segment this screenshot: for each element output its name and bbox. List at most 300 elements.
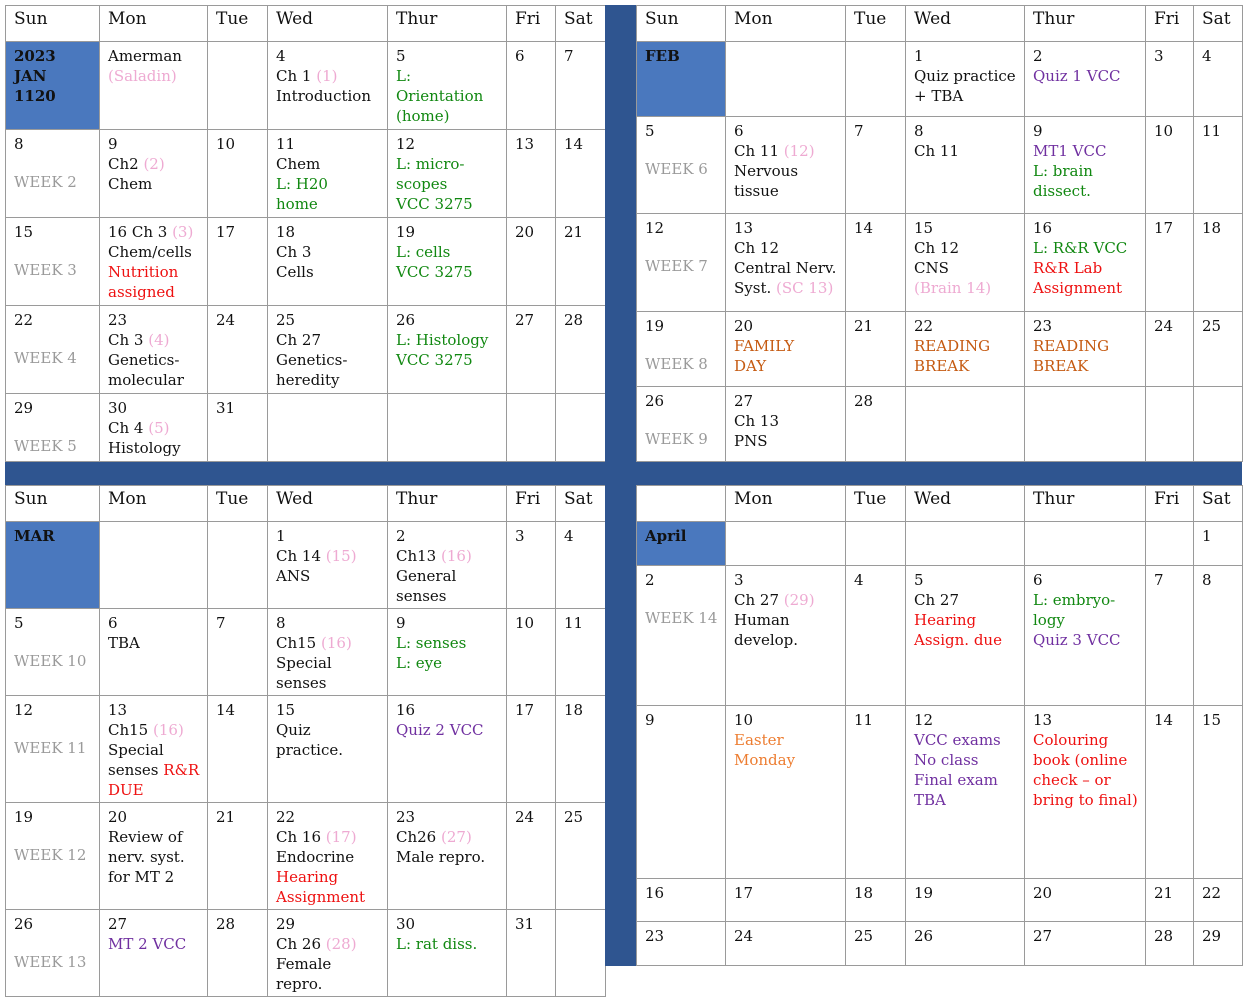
day-cell <box>268 218 388 306</box>
sunday-cell: 23 <box>637 922 726 966</box>
cell-text-line: 11 <box>276 135 296 154</box>
week-label: WEEK 7 <box>645 257 708 276</box>
day-cell: 7 <box>208 609 268 696</box>
cell-text-line: Female repro. <box>276 955 332 993</box>
sunday-cell: 5 WEEK 6 <box>637 117 726 214</box>
day-cell <box>726 565 846 705</box>
cell-text-line: L: brain <box>1033 162 1093 181</box>
week-row <box>6 609 606 696</box>
day-cell: 21 <box>208 803 268 910</box>
cell-text-line: Assignment <box>1033 279 1123 298</box>
cell-text-line: 8 <box>914 122 924 141</box>
header-sun: Sun <box>637 6 726 42</box>
day-cell: 14 <box>208 696 268 803</box>
day-cell: 28 <box>556 306 606 394</box>
day-cell: 3 <box>1146 42 1194 117</box>
day-cell <box>268 522 388 609</box>
cell-text-line: 9 <box>396 614 406 632</box>
cell-text-line: 22 <box>914 316 934 335</box>
day-cell: 4 <box>1194 42 1243 117</box>
cell-text-line: No class <box>914 751 979 770</box>
header-tue: Tue <box>208 6 268 42</box>
week-row <box>637 878 1243 922</box>
cell-text-line: (Saladin) <box>108 67 177 85</box>
day-cell <box>1025 522 1146 566</box>
cell-text-line: senses <box>276 674 327 692</box>
day-cell: 20 <box>507 218 556 306</box>
cell-text-line: 8 <box>276 614 286 632</box>
cell-text-line: CNS <box>914 259 949 278</box>
day-cell: 11 <box>556 609 606 696</box>
week-label: WEEK 4 <box>14 349 77 368</box>
cell-text-line: 23 <box>1033 316 1053 335</box>
month-table <box>5 485 606 997</box>
day-cell: 14 <box>556 130 606 218</box>
day-cell <box>100 42 208 130</box>
week-row <box>637 117 1243 214</box>
week-label: WEEK 12 <box>14 846 87 864</box>
cell-text-line: 25 <box>276 311 296 330</box>
cell-text-line: Quiz practice. <box>276 721 343 759</box>
day-cell <box>388 130 507 218</box>
cell-text-line: Syst. (SC 13) <box>734 279 834 298</box>
cell-text-line: Special <box>276 654 332 672</box>
day-cell: 11 <box>1194 117 1243 214</box>
cell-text-line: (home) <box>396 107 450 125</box>
cell-text-line: 30 <box>108 399 128 418</box>
weekday-header-row <box>6 6 606 42</box>
day-cell <box>100 306 208 394</box>
cell-text-line: Ch15 (16) <box>276 634 352 652</box>
cell-text-line: 5 <box>396 47 406 65</box>
cell-text-line: 27 <box>108 915 128 933</box>
weekday-header-row <box>637 486 1243 522</box>
day-cell <box>906 706 1025 879</box>
day-cell <box>268 130 388 218</box>
day-cell <box>388 42 507 130</box>
day-cell <box>388 218 507 306</box>
cell-text-line: Hearing <box>276 868 339 886</box>
cell-text-line: 23 <box>108 311 128 330</box>
cell-text-line: Ch13 (16) <box>396 547 472 565</box>
week-label: WEEK 9 <box>645 429 708 448</box>
week-row <box>637 922 1243 966</box>
cell-text-line: L: Histology <box>396 331 489 350</box>
day-cell <box>556 394 606 462</box>
header-sat: Sat <box>1194 6 1243 42</box>
cell-text-line: 30 <box>396 915 416 933</box>
month-table <box>636 485 1243 966</box>
cell-text-line: Review of <box>108 828 183 846</box>
cell-text-line: Cells <box>276 263 314 282</box>
week-row <box>6 306 606 394</box>
day-cell <box>726 42 846 117</box>
week-label: WEEK 3 <box>14 261 77 280</box>
cell-text-line: book (online <box>1033 751 1128 770</box>
cell-text-line: bring to final) <box>1033 791 1138 810</box>
day-cell <box>906 117 1025 214</box>
header-mon: Mon <box>100 486 208 522</box>
cell-text-line: Final exam <box>914 771 998 790</box>
header-fri: Fri <box>1146 486 1194 522</box>
cell-text-line: logy <box>1033 610 1065 629</box>
cell-text-line: Easter <box>734 731 784 750</box>
cell-text-line: Amerman <box>108 47 182 65</box>
cell-text-line: Chem <box>108 175 153 194</box>
header-sun: Sun <box>6 486 100 522</box>
header-mon: Mon <box>100 6 208 42</box>
cell-text-line: MT 2 VCC <box>108 935 187 953</box>
cell-text-line: 2 <box>396 527 406 545</box>
day-cell: 25 <box>1194 311 1243 386</box>
cell-text-line: Assign. due <box>914 630 1002 649</box>
day-cell <box>556 910 606 997</box>
day-cell: 21 <box>1146 878 1194 922</box>
day-cell <box>268 803 388 910</box>
week-label: WEEK 2 <box>14 173 77 192</box>
cell-text-line: 6 <box>734 122 744 141</box>
week-row <box>6 522 606 609</box>
day-cell: 24 <box>507 803 556 910</box>
day-cell <box>726 522 846 566</box>
day-cell: 14 <box>1146 706 1194 879</box>
cell-text-line: READING <box>914 336 991 355</box>
cell-text-line: scopes <box>396 175 448 194</box>
cell-text-line: 3 <box>734 570 744 589</box>
cell-text-line: 9 <box>1033 122 1043 141</box>
cell-text-line: Ch 27 (29) <box>734 590 815 609</box>
cell-text-line: 13 <box>108 701 128 719</box>
cell-text-line: L: R&R VCC <box>1033 239 1128 258</box>
day-cell: 21 <box>556 218 606 306</box>
day-cell <box>100 130 208 218</box>
sunday-cell: 5 WEEK 10 <box>6 609 100 696</box>
day-cell: 17 <box>507 696 556 803</box>
header-wed: Wed <box>268 6 388 42</box>
day-cell: 21 <box>846 311 906 386</box>
month-label: MAR <box>6 522 100 609</box>
day-cell <box>906 42 1025 117</box>
day-cell: 8 <box>1194 565 1243 705</box>
cell-text-line: 6 <box>108 614 118 632</box>
sunday-cell: 22 WEEK 4 <box>6 306 100 394</box>
day-cell <box>268 394 388 462</box>
day-cell <box>1025 214 1146 311</box>
cell-text-line: BREAK <box>914 356 970 375</box>
calendar-january <box>5 5 605 462</box>
day-cell: 7 <box>556 42 606 130</box>
cell-text-line: Ch 27 <box>276 331 321 350</box>
cell-text-line: 19 <box>396 223 416 242</box>
day-cell: 27 <box>1025 922 1146 966</box>
day-cell: 18 <box>1194 214 1243 311</box>
cell-text-line: READING <box>1033 336 1110 355</box>
sunday-cell: 26 WEEK 13 <box>6 910 100 997</box>
sunday-cell: 19 WEEK 8 <box>637 311 726 386</box>
week-label: WEEK 5 <box>14 437 77 456</box>
day-cell: 10 <box>1146 117 1194 214</box>
day-cell: 17 <box>726 878 846 922</box>
cell-text-line: Ch2 (2) <box>108 155 165 174</box>
cell-text-line: Ch 13 <box>734 411 779 430</box>
day-cell <box>906 311 1025 386</box>
cell-text-line: R&R Lab <box>1033 259 1103 278</box>
day-cell <box>100 522 208 609</box>
weekday-header-row <box>637 6 1243 42</box>
week-row <box>6 394 606 462</box>
cell-text-line: 12 <box>396 135 416 154</box>
header-mon: Mon <box>726 486 846 522</box>
day-cell <box>388 910 507 997</box>
day-cell <box>1146 386 1194 461</box>
day-cell: 18 <box>556 696 606 803</box>
day-cell: 3 <box>507 522 556 609</box>
header-tue: Tue <box>846 486 906 522</box>
month-label: FEB <box>637 42 726 117</box>
month-label: April <box>637 522 726 566</box>
week-label: WEEK 14 <box>645 608 718 627</box>
cell-text-line: Male repro. <box>396 848 486 866</box>
day-cell: 1 <box>1194 522 1243 566</box>
horizontal-divider <box>5 462 1242 485</box>
sunday-cell: 2 WEEK 14 <box>637 565 726 705</box>
cell-text-line: 18 <box>276 223 296 242</box>
cell-text-line: Nervous <box>734 162 799 181</box>
header-wed: Wed <box>906 486 1025 522</box>
day-cell: 6 <box>507 42 556 130</box>
cell-text-line: Central Nerv. <box>734 259 837 278</box>
calendar-april <box>636 485 1242 966</box>
header-wed: Wed <box>268 486 388 522</box>
cell-text-line: 15 <box>276 701 296 719</box>
day-cell <box>726 311 846 386</box>
day-cell: 18 <box>846 878 906 922</box>
cell-text-line: 20 <box>734 316 754 335</box>
sunday-cell: 9 <box>637 706 726 879</box>
day-cell <box>906 565 1025 705</box>
cell-text-line: Hearing <box>914 610 977 629</box>
cell-text-line: Ch26 (27) <box>396 828 472 846</box>
cell-text-line: L: rat diss. <box>396 935 478 953</box>
cell-text-line: nerv. syst. <box>108 848 185 866</box>
cell-text-line: assigned <box>108 283 175 302</box>
week-row <box>6 910 606 997</box>
day-cell: 7 <box>846 117 906 214</box>
cell-text-line: (Brain 14) <box>914 279 992 298</box>
sunday-cell: 15 WEEK 3 <box>6 218 100 306</box>
sunday-cell: 16 <box>637 878 726 922</box>
cell-text-line: 5 <box>914 570 924 589</box>
day-cell <box>388 696 507 803</box>
cell-text-line: Quiz 2 VCC <box>396 721 484 739</box>
day-cell <box>1025 386 1146 461</box>
cell-text-line: Nutrition <box>108 263 179 282</box>
day-cell <box>1025 565 1146 705</box>
day-cell: 26 <box>906 922 1025 966</box>
cell-text-line: 1 <box>276 527 286 545</box>
cell-text-line: Ch 3 <box>276 243 312 262</box>
cell-text-line: Quiz practice <box>914 67 1016 85</box>
cell-text-line: 23 <box>396 808 416 826</box>
cell-text-line: VCC 3275 <box>396 195 473 214</box>
cell-text-line: 16 Ch 3 (3) <box>108 223 194 242</box>
cell-text-line: MT1 VCC <box>1033 142 1107 161</box>
header-fri: Fri <box>507 486 556 522</box>
day-cell <box>1025 311 1146 386</box>
header-fri: Fri <box>507 6 556 42</box>
cell-text-line: Quiz 1 VCC <box>1033 67 1121 85</box>
day-cell <box>100 394 208 462</box>
day-cell <box>726 706 846 879</box>
day-cell: 31 <box>208 394 268 462</box>
day-cell: 13 <box>507 130 556 218</box>
cell-text-line: heredity <box>276 371 340 390</box>
cell-text-line: 22 <box>276 808 296 826</box>
day-cell <box>906 522 1025 566</box>
cell-text-line: L: embryo- <box>1033 590 1116 609</box>
calendar-february <box>636 5 1242 462</box>
cell-text-line: 6 <box>1033 570 1043 589</box>
cell-text-line: 9 <box>108 135 118 154</box>
day-cell <box>1025 706 1146 879</box>
day-cell: 25 <box>846 922 906 966</box>
day-cell <box>1025 42 1146 117</box>
day-cell <box>726 386 846 461</box>
cell-text-line: 16 <box>396 701 416 719</box>
cell-text-line: Ch 27 <box>914 590 959 609</box>
cell-text-line: 2 <box>1033 47 1043 65</box>
cell-text-line: Genetics- <box>276 351 348 370</box>
day-cell <box>906 214 1025 311</box>
cell-text-line: VCC 3275 <box>396 263 473 282</box>
sunday-cell: 19 WEEK 12 <box>6 803 100 910</box>
cell-text-line: VCC 3275 <box>396 351 473 370</box>
cell-text-line: senses R&R <box>108 761 200 779</box>
cell-text-line: Ch 12 <box>734 239 779 258</box>
cell-text-line: + TBA <box>914 87 964 105</box>
cell-text-line: 4 <box>276 47 286 65</box>
cell-text-line: General <box>396 567 457 585</box>
day-cell: 28 <box>846 386 906 461</box>
cell-text-line: Ch 16 (17) <box>276 828 357 846</box>
cell-text-line: ANS <box>276 567 311 585</box>
cell-text-line: Ch 14 (15) <box>276 547 357 565</box>
week-label: WEEK 13 <box>14 953 87 971</box>
day-cell: 24 <box>1146 311 1194 386</box>
month-table <box>5 5 606 462</box>
day-cell: 4 <box>556 522 606 609</box>
sunday-cell: 8 WEEK 2 <box>6 130 100 218</box>
day-cell: 17 <box>1146 214 1194 311</box>
day-cell <box>1146 522 1194 566</box>
cell-text-line: TBA <box>108 634 140 652</box>
cell-text-line: L: H20 <box>276 175 328 194</box>
weekday-header-row <box>6 486 606 522</box>
cell-text-line: Special <box>108 741 164 759</box>
cell-text-line: Assignment <box>276 888 366 906</box>
day-cell <box>388 394 507 462</box>
header-sat: Sat <box>556 6 606 42</box>
cell-text-line: Histology <box>108 439 181 458</box>
cell-text-line: Ch 1 (1) <box>276 67 338 85</box>
sunday-cell: 12 WEEK 7 <box>637 214 726 311</box>
cell-text-line: DAY <box>734 356 767 375</box>
header-sat: Sat <box>1194 486 1243 522</box>
cell-text-line: 13 <box>1033 711 1053 730</box>
day-cell <box>388 609 507 696</box>
header-thur: Thur <box>1025 486 1146 522</box>
day-cell <box>846 522 906 566</box>
week-row <box>6 218 606 306</box>
cell-text-line: PNS <box>734 431 768 450</box>
cell-text-line: TBA <box>914 791 946 810</box>
day-cell: 28 <box>208 910 268 997</box>
cell-text-line: Monday <box>734 751 796 770</box>
day-cell <box>1194 386 1243 461</box>
cell-text-line: 20 <box>108 808 128 826</box>
cell-text-line: senses <box>396 587 447 605</box>
week-row <box>637 565 1243 705</box>
header-wed: Wed <box>906 6 1025 42</box>
calendar-march <box>5 485 605 993</box>
week-row <box>6 803 606 910</box>
cell-text-line: Ch 11 <box>914 142 959 161</box>
day-cell: 25 <box>556 803 606 910</box>
cell-text-line: 1 <box>914 47 924 65</box>
cell-text-line: dissect. <box>1033 182 1091 201</box>
day-cell: 24 <box>726 922 846 966</box>
day-cell <box>100 696 208 803</box>
cell-text-line: Genetics- <box>108 351 180 370</box>
day-cell <box>726 117 846 214</box>
cell-text-line: Ch 4 (5) <box>108 419 170 438</box>
week-row <box>6 130 606 218</box>
month-label: 2023 JAN 1120 <box>6 42 100 130</box>
vertical-divider <box>605 5 636 966</box>
week-row <box>6 42 606 130</box>
week-label: WEEK 11 <box>14 739 87 757</box>
cell-text-line: molecular <box>108 371 184 390</box>
day-cell: 4 <box>846 565 906 705</box>
day-cell <box>726 214 846 311</box>
cell-text-line: L: Orientation <box>396 67 484 105</box>
day-cell: 31 <box>507 910 556 997</box>
cell-text-line: 12 <box>914 711 934 730</box>
cell-text-line: L: cells <box>396 243 451 262</box>
week-row <box>637 42 1243 117</box>
week-row <box>6 696 606 803</box>
day-cell <box>846 42 906 117</box>
week-label: WEEK 10 <box>14 652 87 670</box>
day-cell: 10 <box>507 609 556 696</box>
header-thur: Thur <box>1025 6 1146 42</box>
cell-text-line: DUE <box>108 781 144 799</box>
day-cell: 17 <box>208 218 268 306</box>
header-mon: Mon <box>726 6 846 42</box>
day-cell <box>268 306 388 394</box>
cell-text-line: Chem/cells <box>108 243 192 262</box>
day-cell: 15 <box>1194 706 1243 879</box>
day-cell: 27 <box>507 306 556 394</box>
cell-text-line: Quiz 3 VCC <box>1033 630 1121 649</box>
month-table <box>636 5 1243 462</box>
cell-text-line: Ch 11 (12) <box>734 142 815 161</box>
header-fri: Fri <box>1146 6 1194 42</box>
cell-text-line: VCC exams <box>914 731 1001 750</box>
cell-text-line: 16 <box>1033 219 1053 238</box>
day-cell: 29 <box>1194 922 1243 966</box>
day-cell <box>268 696 388 803</box>
